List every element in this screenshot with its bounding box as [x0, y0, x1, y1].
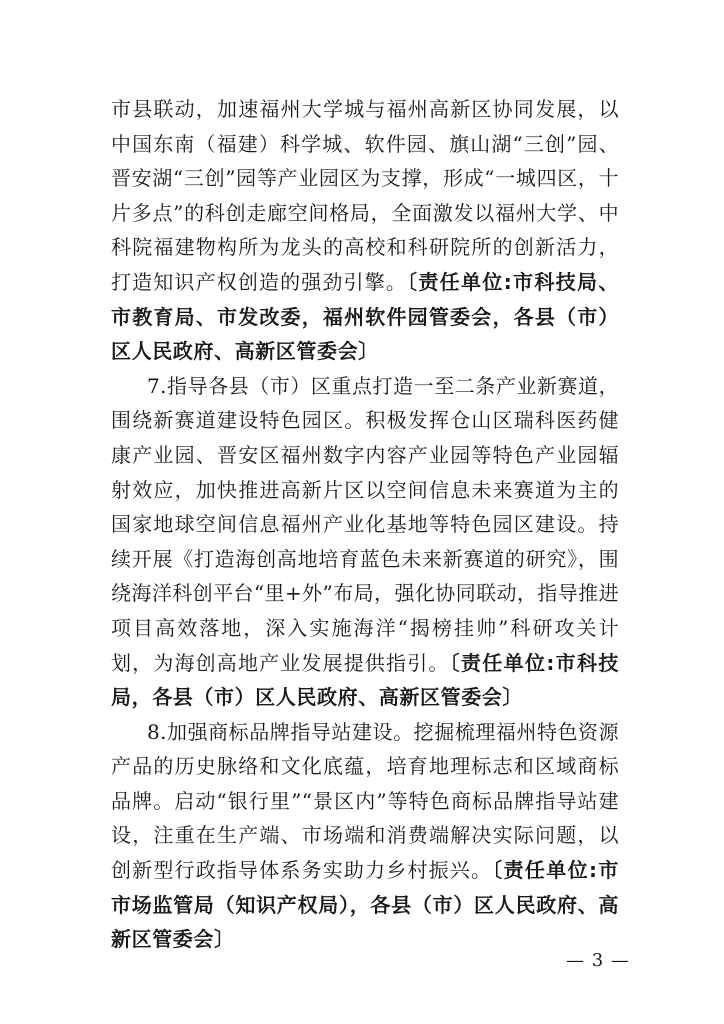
responsibility-units: 〔责任单位:市科技局，各县（市）区人民政府、高新区管委会〕: [111, 650, 619, 710]
page-number: — 3 —: [566, 950, 630, 971]
paragraph-item-8: [111, 715, 619, 957]
responsibility-units: 〔责任单位:市市场监管局（知识产权局），各县（市）区人民政府、高新区管委会〕: [111, 858, 620, 952]
paragraph-text: 7.指导各县（市）区重点打造一至二条产业新赛道，围绕新赛道建设特色园区。积极发挥仓山区瑞科医药健康产业园、晋安区福州数字内容产业园等特色产业园辐射效应，加快推进高新片区以空间信息未来赛道为主的国家地球空间信息福州产业化基地等特色园区建设。持续开展《打造海创高地培育蓝色未来新赛道的研究》，围绕海洋科创平台“里+外”布局，强化协同联动，指导推进项目高效落地，深入实施海洋“揭榜挂帅”科研攻关计划，为海创高地产业发展提供指引。: [111, 373, 619, 675]
paragraph-continuation: [111, 92, 619, 369]
paragraph-text: 市县联动，加速福州大学城与福州高新区协同发展，以中国东南（福建）科学城、软件园、旗山湖“三创”园、晋安湖“三创”园等产业园区为支撑，形成“一城四区，十片多点”的科创走廊空间格局，全面激发以福州大学、中科院福建物构所为龙头的高校和科研院所的创新活力，打造知识产权创造的强劲引擎。: [111, 97, 619, 294]
document-body: [111, 92, 619, 957]
responsibility-units: 〔责任单位:市科技局、市教育局、市发改委，福州软件园管委会，各县（市）区人民政府、高新区管委会〕: [111, 269, 619, 364]
paragraph-text: 8.加强商标品牌指导站建设。挖掘梳理福州特色资源产品的历史脉络和文化底蕴，培育地理标志和区域商标品牌。启动“银行里”“景区内”等特色商标品牌指导站建设，注重在生产端、市场端和消费端解决实际问题，以创新型行政指导体系务实助力乡村振兴。: [111, 719, 619, 883]
paragraph-item-7: [111, 369, 619, 715]
